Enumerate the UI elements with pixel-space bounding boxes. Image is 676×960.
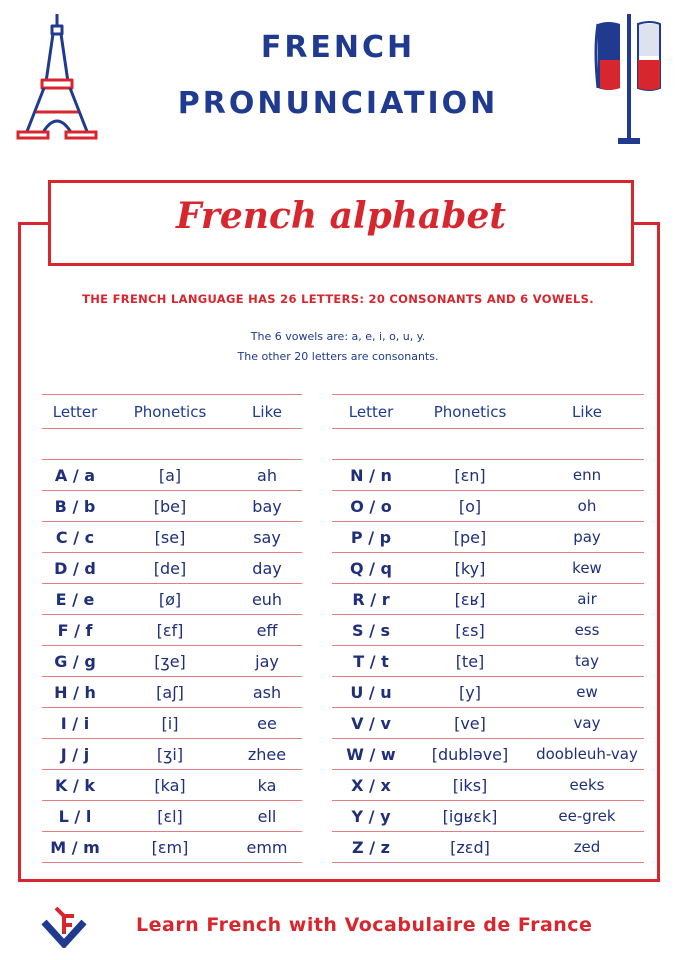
table-row [332,832,644,863]
column-header-phonetics: Phonetics [133,402,207,421]
table-row [42,522,302,553]
like-cell: bay [252,496,282,516]
phonetics-cell: [iks] [452,775,488,795]
table-row [332,522,644,553]
section-title: French alphabet [176,195,506,237]
letter-cell: E / e [55,589,95,609]
footer-text: Learn French with Vocabulaire de France [136,914,593,936]
phonetics-cell: [de] [153,558,187,578]
phonetics-cell: [ɛs] [455,620,485,640]
phonetics-cell: [pe] [453,527,487,547]
letter-cell: C / c [55,527,95,547]
letter-cell: A / a [54,465,96,485]
letter-cell: I / i [60,713,90,733]
like-cell: kew [572,559,602,577]
phonetics-cell: [te] [455,651,485,671]
phonetics-cell: [ve] [454,713,486,733]
column-header-phonetics: Phonetics [433,402,507,421]
table-spacer-row [332,429,644,460]
phonetics-cell: [ɛʁ] [454,589,486,609]
like-cell: oh [577,497,597,515]
table-row [42,553,302,584]
letter-cell: N / n [350,465,392,485]
like-cell: day [252,558,282,578]
column-header-letter: Letter [52,402,98,421]
like-cell: pay [573,528,601,546]
column-header-letter: Letter [348,402,394,421]
phonetics-cell: [ɛl] [157,806,183,826]
letter-cell: W / w [346,744,396,764]
table-row [42,677,302,708]
like-cell: ee [257,713,277,733]
frame-divider [630,222,660,225]
letter-cell: U / u [350,682,392,702]
frame-divider [18,222,50,225]
table-row [332,739,644,770]
table-spacer-row [42,429,302,460]
header [0,0,676,170]
table-row [42,708,302,739]
letter-cell: Z / z [352,837,390,857]
like-cell: ash [252,682,282,702]
page-title-line-2: PRONUNCIATION [177,86,499,121]
like-cell: air [577,590,597,608]
footer [0,896,676,956]
phonetics-cell: [ø] [158,589,182,609]
phonetics-cell: [i] [161,713,179,733]
consonants-line: The other 20 letters are consonants. [237,350,439,363]
intro-text: THE FRENCH LANGUAGE HAS 26 LETTERS: 20 CONSONANTS AND 6 VOWELS. [82,292,594,306]
phonetics-cell: [ka] [154,775,186,795]
letter-cell: J / j [60,744,90,764]
column-header-like: Like [572,402,602,421]
table-row [42,832,302,863]
like-cell: ew [576,683,598,701]
table-row [332,708,644,739]
letter-cell: S / s [351,620,391,640]
column-header-like: Like [252,402,282,421]
table-row [332,615,644,646]
letter-cell: X / x [351,775,391,795]
like-cell: ah [257,465,277,485]
like-cell: enn [572,466,602,484]
like-cell: zhee [247,744,287,764]
letter-cell: T / t [353,651,389,671]
phonetics-cell: [ʒe] [154,651,186,671]
flag-icon [590,10,668,150]
alphabet-table-left [42,394,302,863]
table-row [332,646,644,677]
page-title-line-1: FRENCH [260,30,416,65]
table-row [332,553,644,584]
phonetics-cell: [se] [154,527,186,547]
like-cell: ka [257,775,277,795]
table-row [42,739,302,770]
phonetics-cell: [ʒi] [156,744,184,764]
letter-cell: D / d [54,558,96,578]
vocabulaire-de-france-logo [40,904,88,948]
like-cell: ee-grek [558,807,616,825]
letter-cell: R / r [352,589,390,609]
table-row [42,491,302,522]
letter-cell: B / b [54,496,96,516]
like-cell: euh [251,589,283,609]
table-row [42,801,302,832]
table-row [42,460,302,491]
like-cell: eff [256,620,278,640]
phonetics-cell: [y] [459,682,481,702]
letter-cell: Q / q [349,558,393,578]
letter-cell: F / f [57,620,93,640]
phonetics-cell: [a] [158,465,182,485]
phonetics-cell: [ɛf] [156,620,184,640]
table-row [42,615,302,646]
phonetics-cell: [dublǝve] [431,744,509,764]
vowels-line: The 6 vowels are: a, e, i, o, u, y. [250,330,426,343]
like-cell: ell [257,806,277,826]
phonetics-cell: [ky] [454,558,486,578]
letter-cell: Y / y [351,806,391,826]
table-row [332,677,644,708]
table-row [42,646,302,677]
phonetics-cell: [zɛd] [450,837,490,857]
like-cell: eeks [569,776,605,794]
phonetics-cell: [ɛm] [151,837,189,857]
like-cell: zed [573,838,601,856]
alphabet-table-right [332,394,644,863]
letter-cell: O / o [350,496,392,516]
phonetics-cell: [ɛn] [454,465,486,485]
table-row [332,584,644,615]
table-row [42,770,302,801]
section-title-box [48,180,634,266]
letter-cell: P / p [350,527,392,547]
like-cell: say [253,527,281,547]
phonetics-cell: [igʁɛk] [442,806,498,826]
phonetics-cell: [aʃ] [156,682,184,702]
table-header-row [42,394,302,429]
table-row [332,491,644,522]
table-row [332,801,644,832]
like-cell: vay [573,714,601,732]
letter-cell: H / h [54,682,96,702]
like-cell: doobleuh-vay [536,745,638,763]
phonetics-cell: [be] [153,496,187,516]
letter-cell: K / k [54,775,96,795]
phonetics-cell: [o] [458,496,482,516]
table-header-row [332,394,644,429]
like-cell: tay [575,652,599,670]
letter-cell: L / l [58,806,92,826]
table-row [332,770,644,801]
letter-cell: M / m [50,837,100,857]
like-cell: ess [574,621,600,639]
like-cell: emm [246,837,288,857]
letter-cell: V / v [351,713,391,733]
table-row [42,584,302,615]
table-row [332,460,644,491]
letter-cell: G / g [54,651,96,671]
like-cell: jay [255,651,279,671]
